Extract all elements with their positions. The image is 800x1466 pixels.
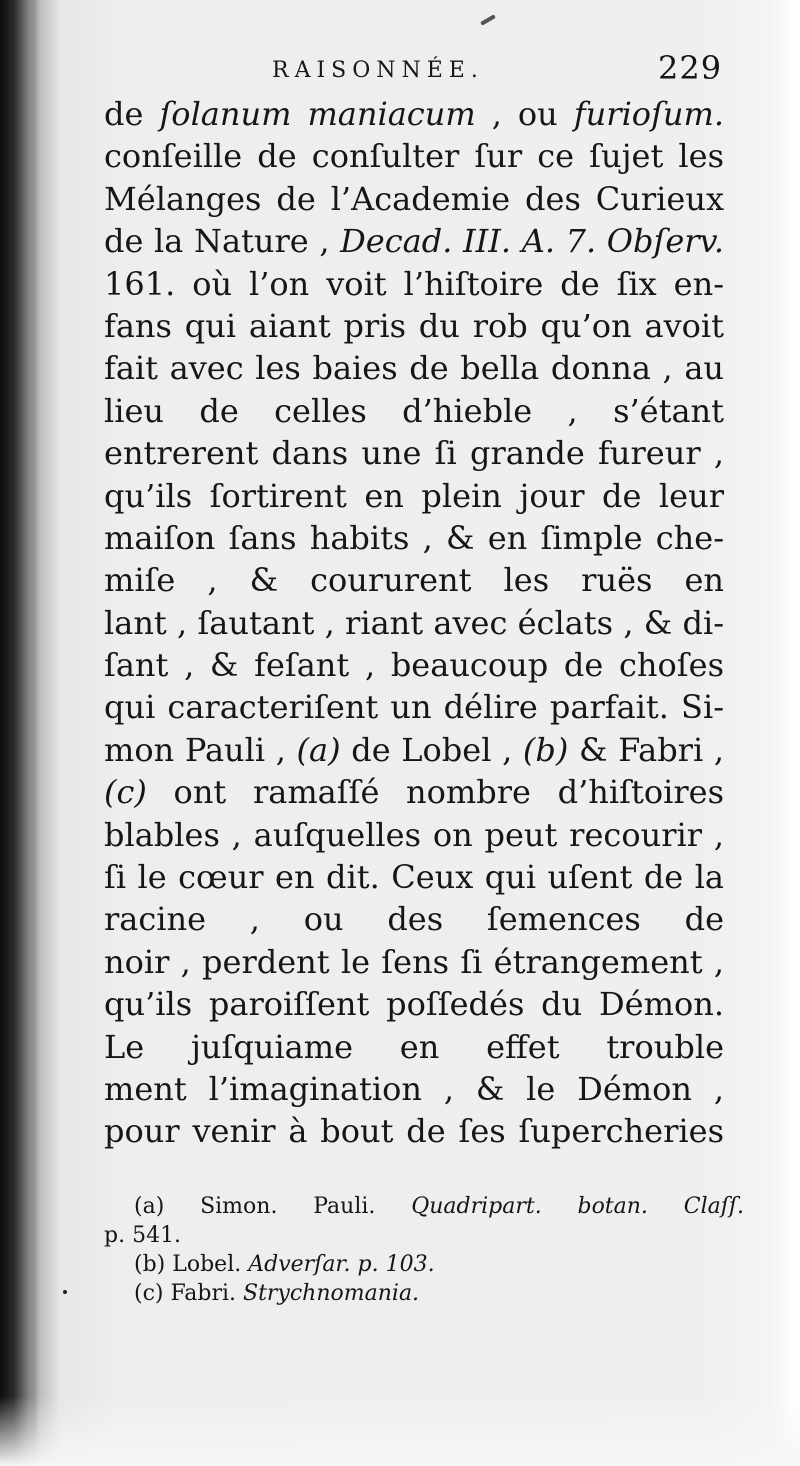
text-line xyxy=(104,432,724,474)
footnote-line xyxy=(104,1279,744,1308)
footnote-citation: Strychnomania. xyxy=(243,1281,420,1306)
text-line xyxy=(104,220,724,262)
text-run: Mélanges de l’Academie des Curieux xyxy=(104,179,724,218)
footnote-citation: Adverſar. p. 103. xyxy=(248,1252,435,1277)
text-run: Le juſquiame en effet trouble xyxy=(104,1027,724,1066)
text-line xyxy=(104,559,724,601)
text-run: blables , auſquelles on peut recourir , xyxy=(104,815,724,854)
text-run: de la Nature , xyxy=(104,222,341,261)
italic-text: (a) xyxy=(296,730,341,769)
text-run: 161. où l’on voit l’hiſtoire de ſix en- xyxy=(104,264,724,303)
text-line xyxy=(104,305,724,347)
text-line xyxy=(104,686,724,728)
page-edge xyxy=(782,0,800,1466)
text-run: qui caracteriſent un délire parfait. Si- xyxy=(104,688,724,727)
text-line xyxy=(104,178,724,220)
footnote-text: (b) Lobel. xyxy=(134,1252,249,1277)
text-run: ſant , & feſant , beaucoup de choſes xyxy=(104,646,724,685)
footnote-text xyxy=(648,1194,684,1219)
text-line xyxy=(104,1110,724,1152)
text-run: de Lobel , xyxy=(340,730,523,769)
binding-shadow xyxy=(0,0,38,1466)
page-header xyxy=(272,50,742,90)
text-run: lieu de celles d’hieble , s’étant xyxy=(104,391,724,430)
text-run: conſeille de conſulter ſur ce ſujet les xyxy=(104,137,724,176)
footnote-line xyxy=(104,1221,744,1250)
text-line xyxy=(104,1026,724,1068)
footnote-text: p. 541. xyxy=(104,1223,182,1248)
text-line xyxy=(104,941,724,983)
text-line xyxy=(104,347,724,389)
footnote-citation: Claſſ. xyxy=(683,1194,744,1219)
text-run: ment l’imagination , & le Démon , xyxy=(104,1069,724,1108)
text-run: ſi le cœur en dit. Ceux qui uſent de la xyxy=(104,858,724,897)
text-run: , ou xyxy=(475,95,574,133)
running-head: RAISONNÉE. xyxy=(272,58,484,83)
text-run: pour venir à bout de ſes ſupercheries xyxy=(104,1112,724,1151)
text-run: entrerent dans une ſi grande fureur , xyxy=(104,434,724,473)
text-line xyxy=(104,517,724,559)
text-line xyxy=(104,263,724,305)
footnote-line xyxy=(104,1192,744,1221)
text-run: racine , ou des ſemences de xyxy=(104,900,724,939)
text-run: maiſon ſans habits , & en ſimple che- xyxy=(104,518,724,557)
text-run: miſe , & coururent les ruës en xyxy=(104,561,724,600)
text-line xyxy=(104,898,724,940)
page-bottom-margin xyxy=(0,1396,800,1466)
margin-dot xyxy=(63,1290,67,1294)
text-line xyxy=(104,814,724,856)
footnote-text: (a) Simon. Pauli. xyxy=(134,1194,412,1219)
text-line xyxy=(104,135,724,177)
text-run: mon Pauli , xyxy=(104,730,297,769)
text-line xyxy=(104,983,724,1025)
footnote-line xyxy=(104,1250,744,1279)
text-run: de xyxy=(104,95,160,133)
text-run: qu’ils paroiſſent poſſedés du Démon. xyxy=(104,985,724,1024)
text-run: ont ramaſſé nombre d’hiſtoires xyxy=(173,773,724,812)
text-line xyxy=(104,93,724,135)
text-line xyxy=(104,729,724,771)
text-run: lant , ſautant , riant avec éclats , & di- xyxy=(104,603,724,642)
footnote-text: (c) Fabri. xyxy=(134,1281,243,1306)
ink-mark xyxy=(480,14,496,25)
text-line xyxy=(104,602,724,644)
italic-text: (b) xyxy=(522,730,569,769)
italic-text: ſolanum maniacum xyxy=(159,95,476,133)
italic-text: (c) xyxy=(104,773,147,812)
body-text xyxy=(104,93,724,1153)
text-line xyxy=(104,1068,724,1110)
text-run: & Fabri , xyxy=(568,730,724,769)
text-run: noir , perdent le ſens ſi étrangement , xyxy=(104,942,724,981)
italic-text: furioſum. xyxy=(573,95,724,133)
text-line xyxy=(104,644,724,686)
text-line xyxy=(104,856,724,898)
text-line xyxy=(104,475,724,517)
text-line xyxy=(104,771,724,813)
text-run: fait avec les baies de bella donna , au xyxy=(104,349,724,388)
footnotes xyxy=(104,1192,744,1308)
text-run: qu’ils ſortirent en plein jour de leur xyxy=(104,476,724,515)
text-run: fans qui aiant pris du rob qu’on avoit xyxy=(104,306,724,345)
text-line xyxy=(104,390,724,432)
italic-text: Decad. III. A. 7. Obſerv. xyxy=(340,222,724,261)
footnote-citation: Quadripart. botan. xyxy=(411,1194,648,1219)
page-number: 229 xyxy=(658,49,723,87)
